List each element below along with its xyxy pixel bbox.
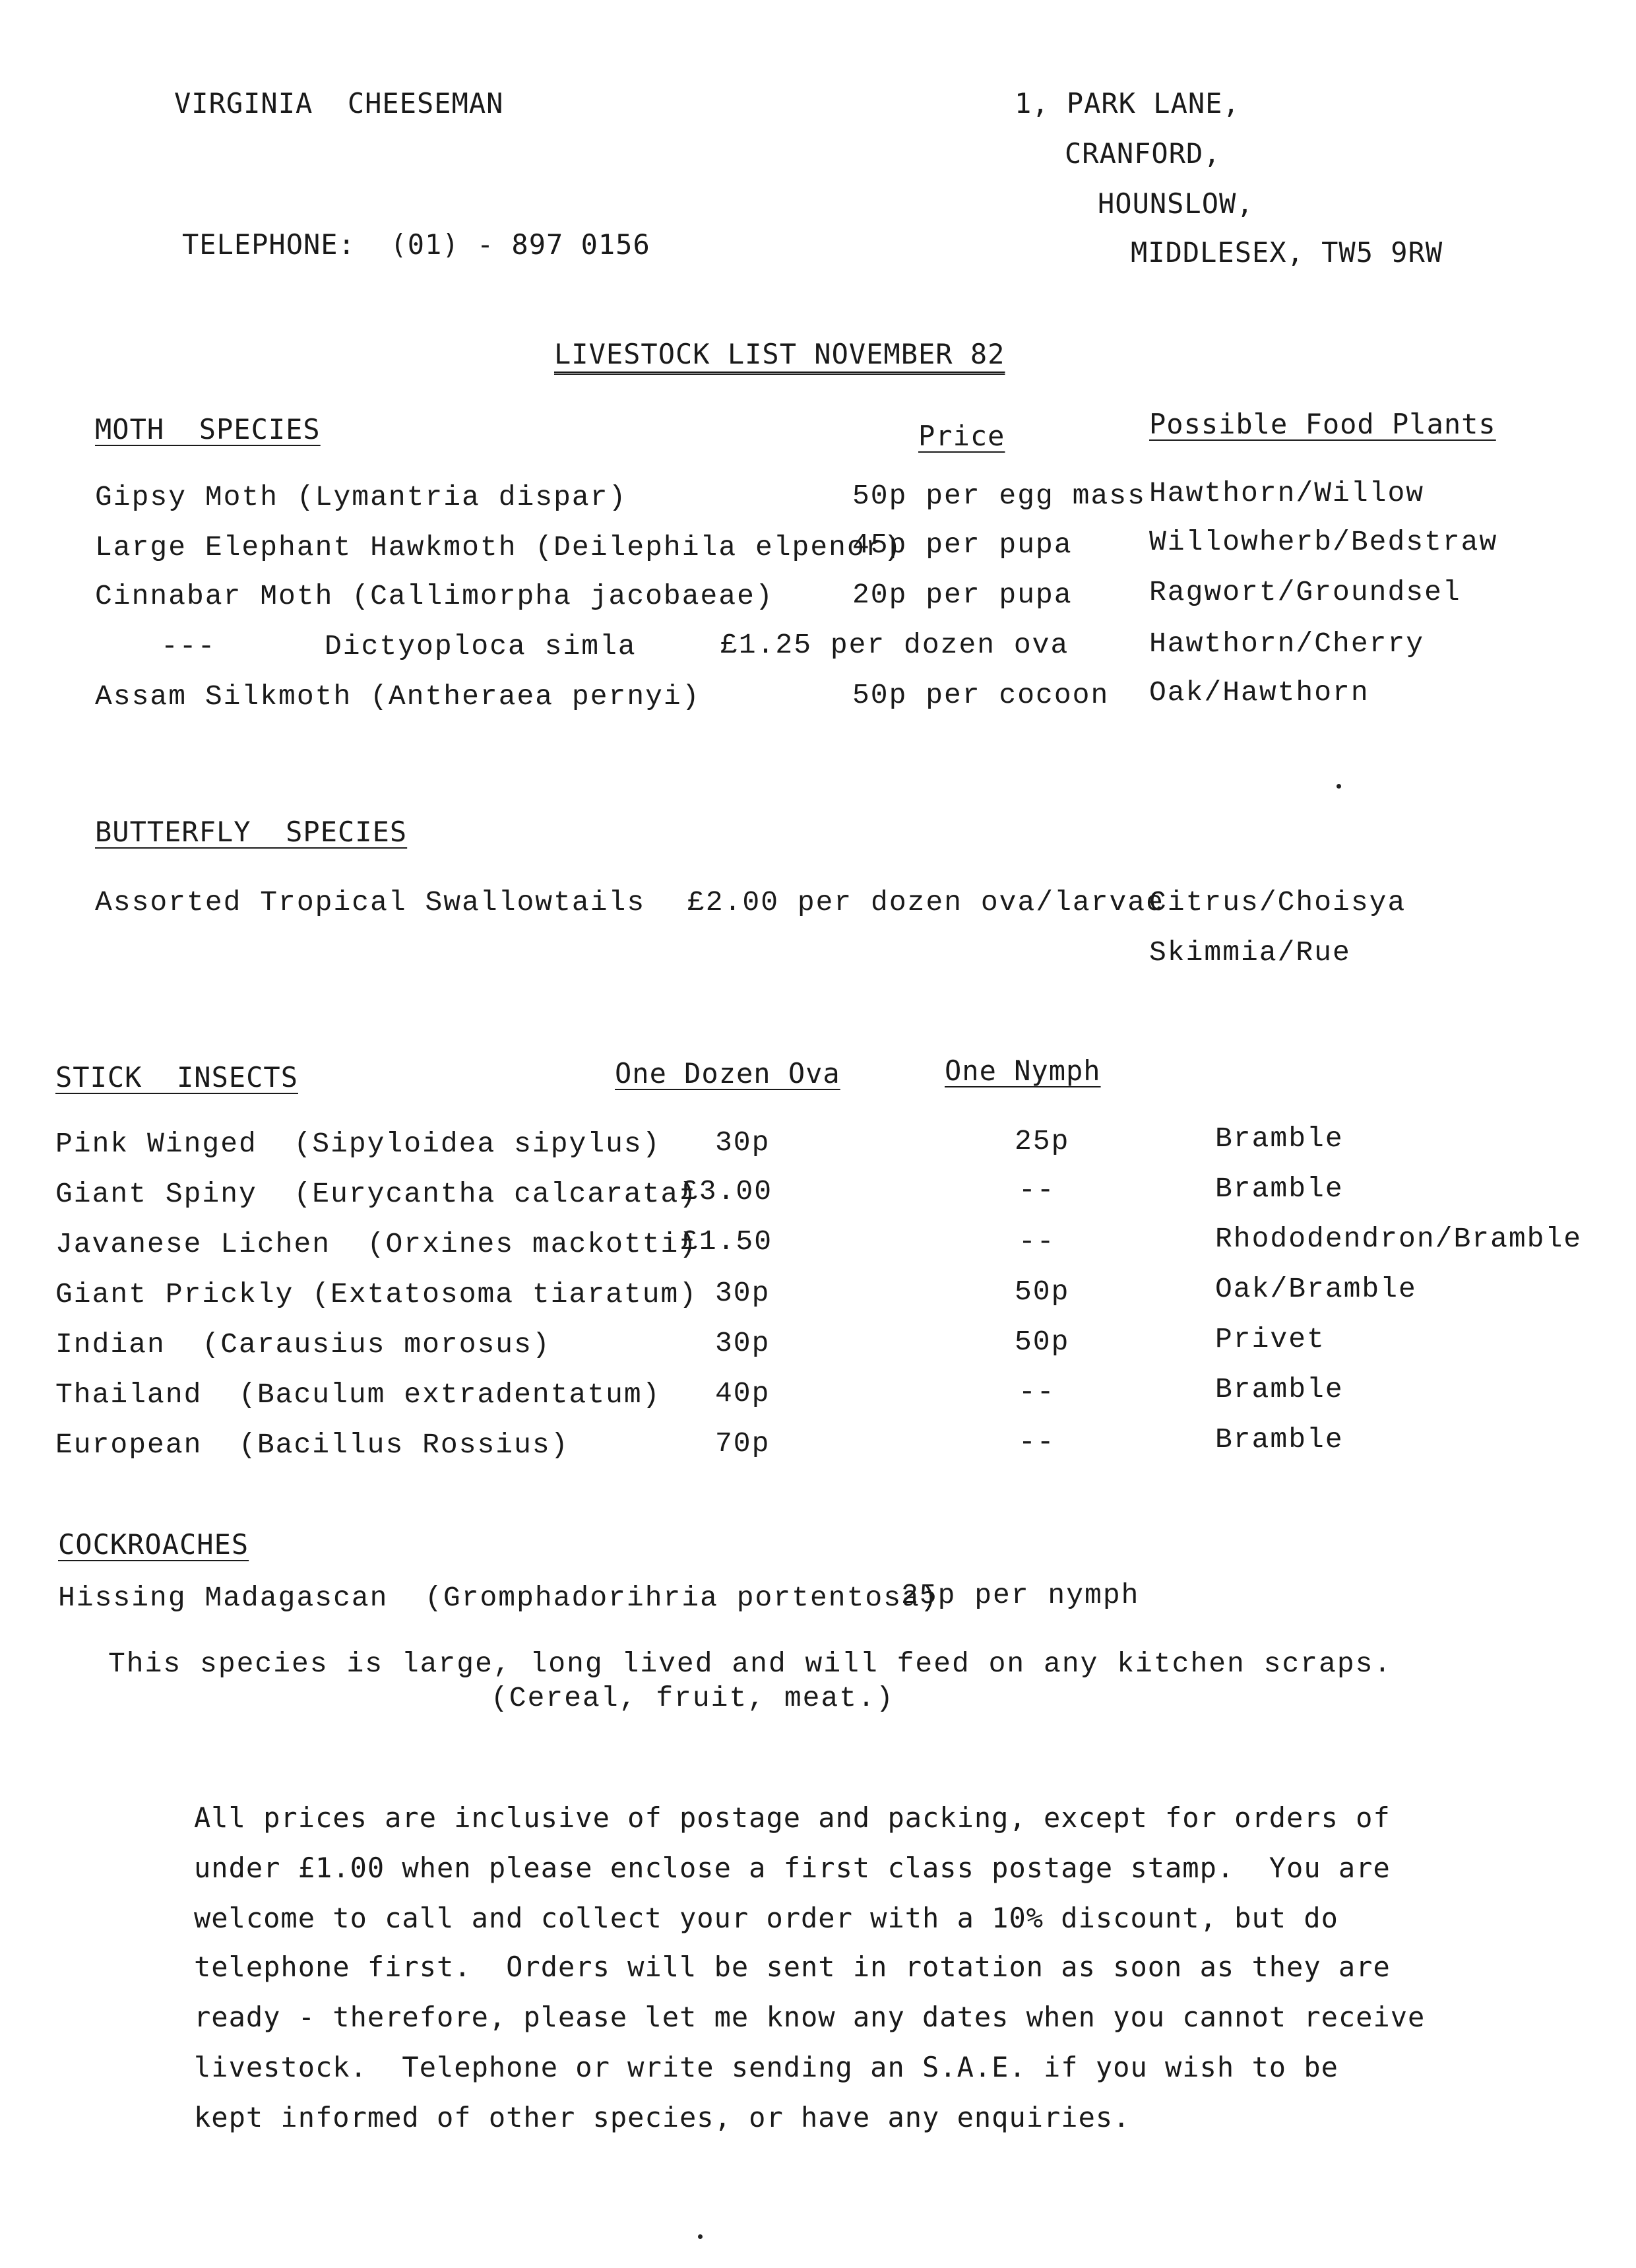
scan-speck (698, 2234, 703, 2239)
stick-row-nymph: -- (1019, 1376, 1055, 1408)
stick-row-ova: 40p (715, 1377, 771, 1409)
ova-header: One Dozen Ova (615, 1057, 840, 1089)
stick-row-food: Rhododendron/Bramble (1215, 1223, 1583, 1255)
butterfly-row-food: Citrus/Choisya (1149, 886, 1406, 919)
stick-row-ova: 30p (715, 1277, 771, 1309)
moth-row-price: £1.25 per dozen ova (720, 629, 1069, 661)
stick-row-food: Bramble (1215, 1423, 1344, 1456)
stick-row-nymph: 50p (1015, 1276, 1070, 1308)
price-header: Price (918, 420, 1005, 452)
stick-row-nymph: 25p (1015, 1125, 1070, 1157)
footer-line: livestock. Telephone or write sending an S.A.E. if you wish to be (194, 2051, 1338, 2083)
stick-row-name: Giant Spiny (Eurycantha calcarata) (55, 1178, 698, 1210)
moth-row-food: Willowherb/Bedstraw (1149, 526, 1498, 558)
moth-row-name: Large Elephant Hawkmoth (Deilephila elpenor) (95, 531, 902, 564)
butterfly-row-price: £2.00 per dozen ova/larvae (687, 886, 1164, 919)
stick-row-nymph: -- (1019, 1225, 1055, 1258)
stick-row-nymph: -- (1019, 1426, 1055, 1458)
stick-row-food: Bramble (1215, 1373, 1344, 1406)
stick-row-name: European (Bacillus Rossius) (55, 1429, 569, 1461)
footer-line: kept informed of other species, or have any enquiries. (194, 2101, 1131, 2133)
moth-row-price: 50p per cocoon (852, 679, 1110, 711)
footer-line: welcome to call and collect your order with a 10% discount, but do (194, 1902, 1338, 1934)
food-plants-header: Possible Food Plants (1149, 408, 1496, 440)
cockroach-price: 25p per nymph (901, 1579, 1140, 1611)
cockroaches-heading: COCKROACHES (58, 1528, 249, 1561)
footer-line: All prices are inclusive of postage and packing, except for orders of (194, 1801, 1391, 1834)
stick-row-food: Bramble (1215, 1173, 1344, 1205)
stick-row-food: Oak/Bramble (1215, 1273, 1417, 1305)
stick-row-name: Javanese Lichen (Orxines mackotti) (55, 1228, 698, 1260)
moth-heading: MOTH SPECIES (95, 413, 321, 445)
address-line-2: CRANFORD, (1065, 137, 1221, 170)
moth-row-food: Oak/Hawthorn (1149, 676, 1369, 709)
stick-row-food: Bramble (1215, 1122, 1344, 1155)
cockroach-note-examples: (Cereal, fruit, meat.) (491, 1682, 895, 1714)
stick-insects-heading: STICK INSECTS (55, 1061, 299, 1093)
sender-name: VIRGINIA CHEESEMAN (174, 87, 504, 119)
moth-row-price: 45p per pupa (852, 529, 1073, 561)
moth-row-food: Ragwort/Groundsel (1149, 576, 1461, 608)
address-line-1: 1, PARK LANE, (1015, 87, 1240, 119)
stick-row-name: Pink Winged (Sipyloidea sipylus) (55, 1128, 661, 1160)
butterfly-heading: BUTTERFLY SPECIES (95, 816, 408, 848)
scan-speck (1337, 784, 1341, 789)
footer-line: ready - therefore, please let me know any dates when you cannot receive (194, 2001, 1426, 2033)
cockroach-name: Hissing Madagascan (Gromphadorihria portentosa) (58, 1582, 939, 1614)
stick-row-food: Privet (1215, 1323, 1325, 1355)
stick-row-nymph: -- (1019, 1174, 1055, 1206)
moth-row-name: Cinnabar Moth (Callimorpha jacobaeae) (95, 580, 774, 612)
moth-row-name: Assam Silkmoth (Antheraea pernyi) (95, 680, 701, 713)
stick-row-ova: 30p (715, 1327, 771, 1359)
moth-row-food: Hawthorn/Cherry (1149, 628, 1425, 660)
sender-telephone: TELEPHONE: (01) - 897 0156 (182, 228, 650, 261)
stick-row-name: Thailand (Baculum extradentatum) (55, 1378, 661, 1411)
moth-row-food: Hawthorn/Willow (1149, 477, 1425, 509)
stick-row-ova: £3.00 (681, 1175, 773, 1208)
moth-row-name: Gipsy Moth (Lymantria dispar) (95, 481, 627, 513)
footer-line: telephone first. Orders will be sent in rotation as soon as they are (194, 1951, 1391, 1983)
stick-row-name: Indian (Carausius morosus) (55, 1328, 551, 1361)
butterfly-row-food: Skimmia/Rue (1149, 936, 1351, 969)
moth-row-price: 50p per egg mass (852, 480, 1146, 512)
cockroach-note: This species is large, long lived and will feed on any kitchen scraps. (108, 1648, 1393, 1680)
stick-row-ova: 70p (715, 1427, 771, 1460)
footer-line: under £1.00 when please enclose a first class postage stamp. You are (194, 1852, 1391, 1884)
nymph-header: One Nymph (945, 1054, 1101, 1087)
document-title: LIVESTOCK LIST NOVEMBER 82 (554, 338, 1005, 370)
stick-row-nymph: 50p (1015, 1326, 1070, 1358)
stick-row-name: Giant Prickly (Extatosoma tiaratum) (55, 1278, 698, 1311)
butterfly-row-name: Assorted Tropical Swallowtails (95, 886, 646, 919)
address-line-3: HOUNSLOW, (1098, 187, 1254, 220)
stick-row-ova: £1.50 (681, 1225, 773, 1258)
address-line-4: MIDDLESEX, TW5 9RW (1131, 236, 1443, 269)
moth-row-name: Dictyoploca simla (325, 630, 637, 663)
moth-row-dash: --- (161, 630, 216, 663)
moth-row-price: 20p per pupa (852, 579, 1073, 611)
stick-row-ova: 30p (715, 1126, 771, 1159)
